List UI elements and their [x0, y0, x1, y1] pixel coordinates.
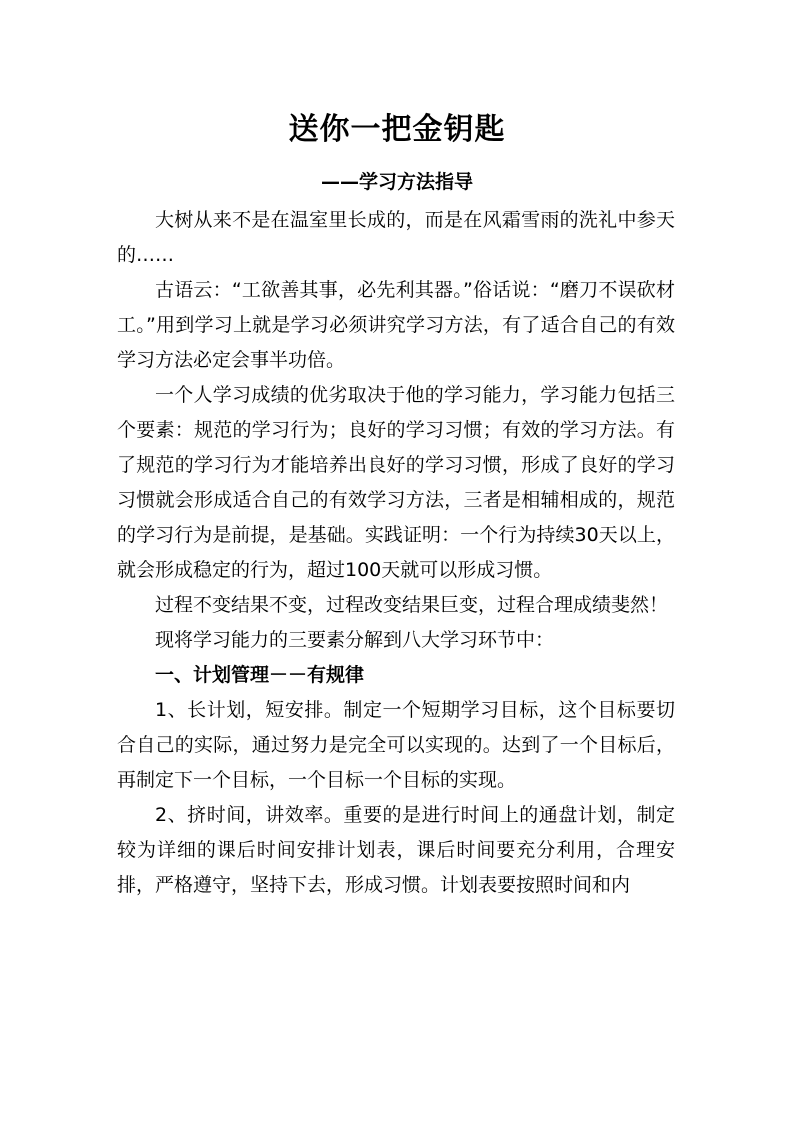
document-body [117, 203, 675, 903]
paragraph-process: 过程不变结果不变，过程改变结果巨变，过程合理成绩斐然！ [155, 594, 669, 616]
document-subtitle: ——学习方法指导 [320, 171, 473, 193]
paragraph-learning-ability: 一个人学习成绩的优劣取决于他的学习能力，学习能力包括三个要素：规范的学习行为；良好的学习习惯；有效的学习方法。有了规范的学习行为才能培养出良好的学习习惯，形成了良好的学习习惯就会形成适合自己的有效学习方法，三者是相辅相成的，规范的学习行为是前提，是基础。实践证明：一个行为持续30天以上，就会形成稳定的行为，超过100天就可以形成习惯。 [117, 384, 675, 581]
paragraph-plan-2: 2、挤时间，讲效率。重要的是进行时间上的通盘计划，制定较为详细的课后时间安排计划表，课后时间要充分利用，合理安排，严格遵守，坚持下去，形成习惯。计划表要按照时间和内 [117, 804, 675, 896]
paragraph-proverb: 古语云：“工欲善其事，必先利其器。”俗话说：“磨刀不误砍材工。”用到学习上就是学习必须讲究学习方法，有了适合自己的有效学习方法必定会事半功倍。 [117, 279, 675, 371]
section-heading-plan: 一、计划管理－－有规律 [155, 664, 365, 686]
paragraph-plan-1: 1、长计划，短安排。制定一个短期学习目标，这个目标要切合自己的实际，通过努力是完全可以实现的。达到了一个目标后，再制定下一个目标，一个目标一个目标的实现。 [117, 699, 675, 791]
document-title: 送你一把金钥匙 [288, 112, 506, 147]
paragraph-eight-steps: 现将学习能力的三要素分解到八大学习环节中： [155, 629, 555, 651]
paragraph-intro: 大树从来不是在温室里长成的，而是在风霜雪雨的洗礼中参天的…… [117, 209, 675, 266]
